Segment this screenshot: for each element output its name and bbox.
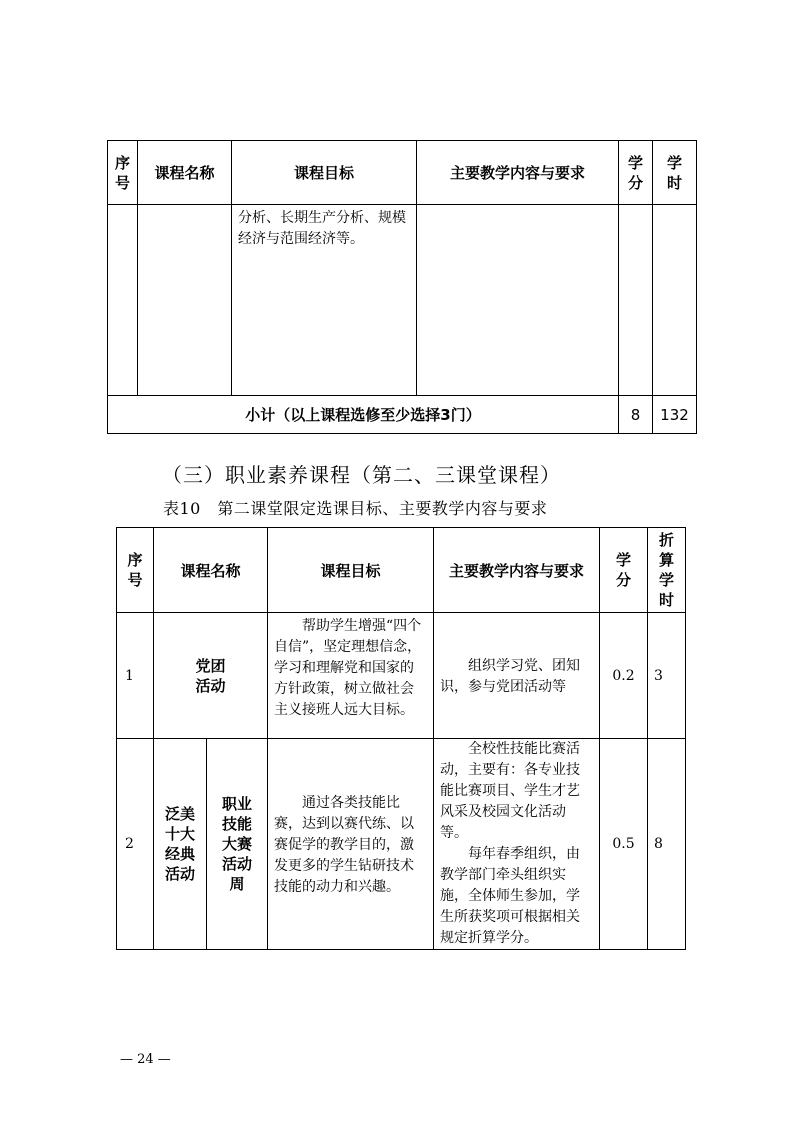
- row-teaching-content: [434, 739, 600, 950]
- subtotal-credit: 8: [619, 396, 653, 434]
- course-goal-text: 分析、长期生产分析、规模经济与范围经济等。: [238, 210, 406, 247]
- header-seq: 序 号: [117, 528, 154, 613]
- row-hours: 8: [648, 739, 686, 950]
- row-course-name: 职业 技能 大赛 活动 周: [207, 739, 268, 950]
- header-credit: 学 分: [600, 528, 648, 613]
- teaching-content-text: 全校性技能比赛活动，主要有：各专业技能比赛项目、学生才艺风采及校园文化活动等。: [440, 741, 581, 841]
- row-course-goal: [268, 739, 434, 950]
- cell-course-name: [138, 205, 232, 396]
- teaching-content-text: 组织学习党、团知识，参与党团活动等: [440, 658, 581, 695]
- subtotal-hours: 132: [653, 396, 697, 434]
- course-goal-text: 通过各类技能比赛，达到以赛代练、以赛促学的教学目的，激发更多的学生钻研技术技能的动力和兴趣。: [274, 795, 415, 895]
- table-caption: 表10 第二课堂限定选课目标、主要教学内容与要求: [163, 499, 548, 518]
- cell-credit: [619, 205, 653, 396]
- section-title: （三）职业素养课程（第二、三课堂课程）: [162, 463, 561, 487]
- row-hours: 3: [648, 613, 686, 739]
- row-seq: 2: [117, 739, 154, 950]
- teaching-content-text: 每年春季组织，由教学部门牵头组织实施，全体师生参加，学生所获奖项可根据相关规定折算学分。: [440, 846, 581, 946]
- row-teaching-content: [434, 613, 600, 739]
- header-teaching-content: 主要教学内容与要求: [417, 141, 619, 205]
- cell-hours: [653, 205, 697, 396]
- row-credit: 0.2: [600, 613, 648, 739]
- header-teaching-content: 主要教学内容与要求: [434, 528, 600, 613]
- subtotal-label: 小计（以上课程选修至少选择3门）: [108, 396, 619, 434]
- header-course-name: 课程名称: [138, 141, 232, 205]
- cell-teaching-content: [417, 205, 619, 396]
- row-credit: 0.5: [600, 739, 648, 950]
- row-course-goal: [268, 613, 434, 739]
- header-hours: 学 时: [653, 141, 697, 205]
- row-activity-category: 泛美 十大 经典 活动: [154, 739, 207, 950]
- cell-course-goal: [232, 205, 417, 396]
- second-classroom-table: [116, 527, 686, 950]
- header-converted-hours: 折 算 学 时: [648, 528, 686, 613]
- header-course-goal: 课程目标: [232, 141, 417, 205]
- page-number: — 24 —: [120, 1052, 171, 1067]
- course-goal-text: 帮助学生增强“四个自信”，坚定理想信念，学习和理解党和国家的方针政策，树立做社会主义接班人远大目标。: [274, 618, 422, 718]
- row-seq: 1: [117, 613, 154, 739]
- header-course-name: 课程名称: [154, 528, 268, 613]
- cell-seq: [108, 205, 138, 396]
- header-seq: 序 号: [108, 141, 138, 205]
- header-course-goal: 课程目标: [268, 528, 434, 613]
- course-table-continued: [107, 140, 697, 434]
- header-credit: 学 分: [619, 141, 653, 205]
- row-course-name: 党团 活动: [154, 613, 268, 739]
